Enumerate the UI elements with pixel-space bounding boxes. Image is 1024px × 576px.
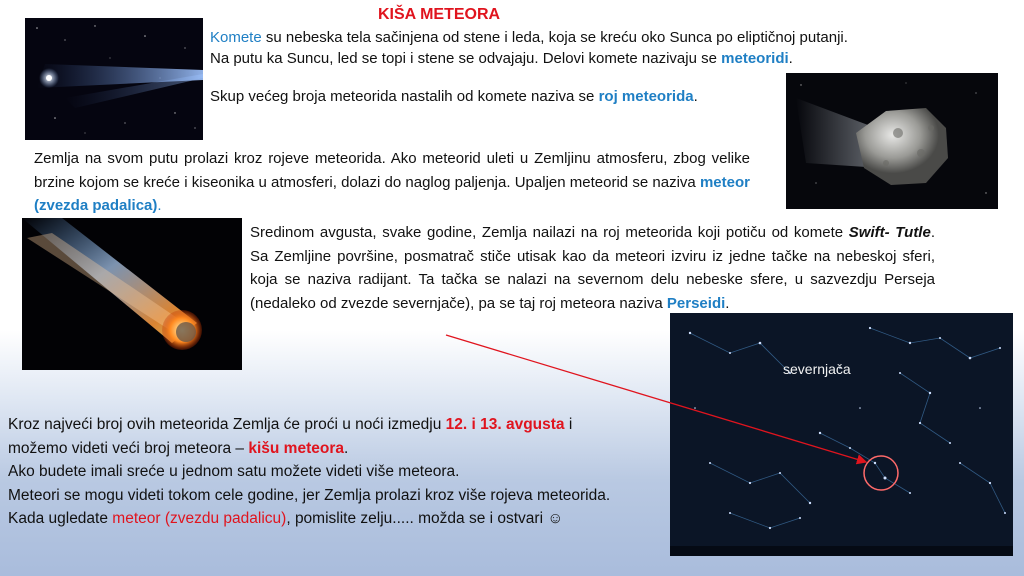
polaris-label: severnjača [783, 361, 851, 377]
comet-name: Swift- Tutle [848, 224, 931, 241]
text-segment: Meteori se mogu videti tokom cele godine, jer Zemlja prolazi kroz više rojeva meteorida. [8, 486, 611, 504]
text-segment: Na putu ka Suncu, led se topi i stene se odvajaju. Delovi komete nazivaju se [210, 50, 722, 67]
term-meteor-red: meteor (zvezdu padalicu) [112, 510, 287, 527]
text-segment: . [693, 88, 698, 105]
text-segment: . [344, 439, 349, 457]
page-title: KIŠA METEORA [378, 6, 501, 23]
term-perseidi: Perseidi [666, 294, 726, 312]
text-segment: Kada ugledate [8, 510, 113, 527]
text-segment: možemo videti veći broj meteora – [8, 439, 249, 457]
text-segment: . [788, 50, 793, 67]
text-segment: . Sa Zemljine površine, posmatrač stiče utisak kao da meteori izviru iz jedne tačke na nebeskoj sferi, koja se naziva radijant. Ta tačka se nalazi na severnom delu nebeske sfere, u sazvezdju Perseja (nedaleko od zvezde severnjače), pa se taj roj meteora naziva [250, 224, 935, 312]
text-segment: Skup većeg broja meteorida nastalih od komete naziva se [210, 88, 599, 105]
text-segment: Zemlja na svom putu prolazi kroz rojeve meteorida. Ako meteorid uleti u Zemljinu atmosferu, zbog velike brzine kojom se kreće i kiseonika u atmosferi, dolazi do naglog paljenja. Upaljen meteorid se naziva [34, 150, 750, 191]
text-segment: Ako budete imali sreće u jednom satu možete videti više meteora. [8, 463, 460, 480]
text-segment: Sredinom avgusta, svake godine, Zemlja nailazi na roj meteorida koji potiču od komete [250, 224, 849, 241]
date-highlight: 12. i 13. avgusta [445, 416, 565, 433]
text-segment: i [564, 416, 573, 433]
term-meteor: meteor (zvezda padalica) [34, 173, 750, 214]
term-roj-meteorida: roj meteorida [598, 88, 694, 105]
paragraph-august [8, 413, 668, 531]
text-segment: . [725, 294, 730, 312]
term-komete: Komete [210, 29, 262, 46]
term-kisa-meteora: kišu meteora [248, 439, 344, 457]
term-meteoridi: meteoridi [721, 50, 789, 67]
text-segment: , pomislite zelju..... možda se i ostvari ☺ [286, 510, 564, 527]
text-segment: . [157, 197, 162, 214]
text-segment: Kroz najveći broj ovih meteorida Zemlja će proći u noći izmedju [8, 416, 446, 433]
text-segment: su nebeska tela sačinjena od stene i leda, koja se kreću oko Sunca po eliptičnoj putanji. [261, 29, 848, 46]
